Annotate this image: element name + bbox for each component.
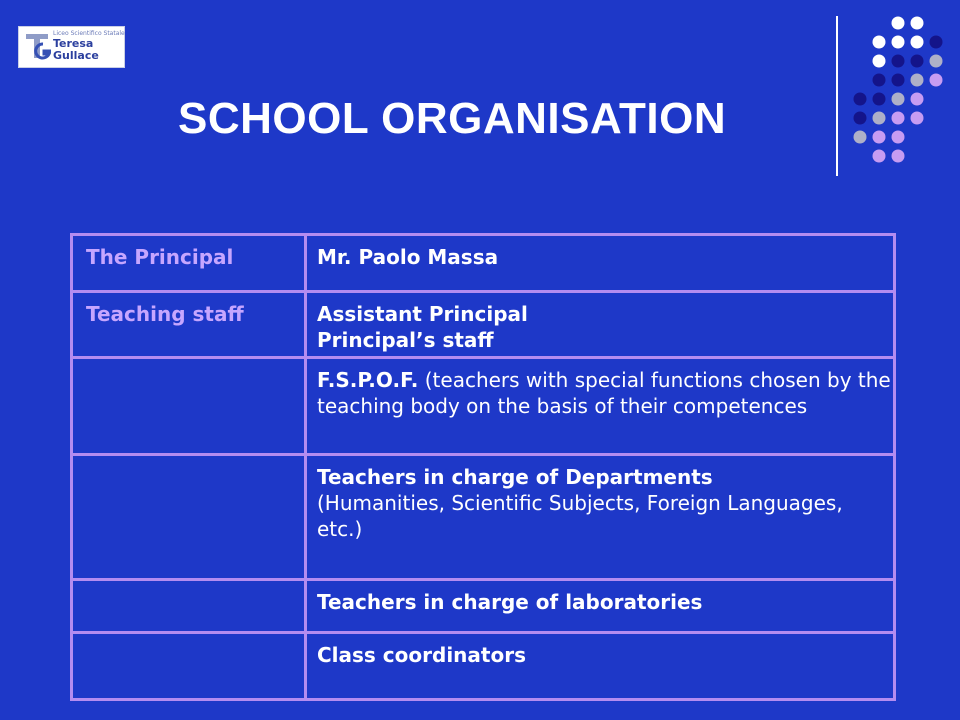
decorative-dot bbox=[873, 131, 886, 144]
decorative-dot bbox=[892, 150, 905, 163]
row-content bbox=[306, 235, 895, 292]
logo-school-name bbox=[53, 38, 99, 62]
logo-name-line1: Teresa bbox=[53, 37, 94, 50]
role-department-heads: Teachers in charge of Departments bbox=[317, 465, 713, 489]
decorative-dot bbox=[892, 93, 905, 106]
decorative-dot bbox=[854, 112, 867, 125]
organisation-table bbox=[70, 233, 896, 701]
table-row bbox=[72, 235, 895, 292]
row-label: Teaching staff bbox=[72, 292, 306, 358]
decorative-dot bbox=[873, 36, 886, 49]
row-label bbox=[72, 455, 306, 580]
row-content bbox=[306, 358, 895, 455]
decorative-dot bbox=[873, 74, 886, 87]
decorative-dot bbox=[930, 74, 943, 87]
row-content bbox=[306, 455, 895, 580]
school-logo bbox=[18, 26, 125, 68]
decorative-dot bbox=[873, 150, 886, 163]
decorative-dot bbox=[892, 112, 905, 125]
decorative-dot bbox=[854, 131, 867, 144]
role-fspof: F.S.P.O.F. bbox=[317, 368, 419, 392]
decorative-dot bbox=[911, 17, 924, 30]
table-row bbox=[72, 455, 895, 580]
role-assistant-principal: Assistant Principal bbox=[317, 302, 528, 326]
principal-name: Mr. Paolo Massa bbox=[317, 245, 499, 269]
decorative-divider bbox=[836, 16, 838, 176]
decorative-dot bbox=[892, 74, 905, 87]
logo-name-line2: Gullace bbox=[53, 49, 99, 62]
row-content bbox=[306, 292, 895, 358]
table-row bbox=[72, 358, 895, 455]
decorative-dot bbox=[873, 93, 886, 106]
role-class-coordinators: Class coordinators bbox=[317, 643, 526, 667]
row-label: The Principal bbox=[72, 235, 306, 292]
decorative-dot bbox=[911, 74, 924, 87]
decorative-dot bbox=[911, 55, 924, 68]
table-row bbox=[72, 292, 895, 358]
decorative-dot bbox=[892, 131, 905, 144]
row-content bbox=[306, 633, 895, 700]
decorative-dot bbox=[911, 36, 924, 49]
school-emblem-icon bbox=[23, 30, 51, 62]
decorative-dot bbox=[892, 55, 905, 68]
row-label bbox=[72, 580, 306, 633]
decorative-dot bbox=[930, 55, 943, 68]
decorative-dot bbox=[930, 36, 943, 49]
decorative-dot-grid bbox=[850, 15, 955, 170]
decorative-dot bbox=[911, 112, 924, 125]
role-department-heads-detail: (Humanities, Scientific Subjects, Foreign Languages, etc.) bbox=[317, 491, 843, 541]
role-fspof-detail: (teachers with special functions chosen by the teaching body on the basis of their competences bbox=[317, 368, 891, 418]
decorative-dot bbox=[892, 36, 905, 49]
role-lab-heads: Teachers in charge of laboratories bbox=[317, 590, 703, 614]
decorative-dot bbox=[854, 93, 867, 106]
row-content bbox=[306, 580, 895, 633]
row-label bbox=[72, 358, 306, 455]
page-title: SCHOOL ORGANISATION bbox=[178, 94, 727, 143]
decorative-dot bbox=[892, 17, 905, 30]
table-row bbox=[72, 580, 895, 633]
decorative-dot bbox=[911, 93, 924, 106]
role-principals-staff: Principal’s staff bbox=[317, 328, 494, 352]
row-label bbox=[72, 633, 306, 700]
decorative-dot bbox=[873, 55, 886, 68]
decorative-dot bbox=[873, 112, 886, 125]
table-row bbox=[72, 633, 895, 700]
logo-subtitle: Liceo Scientifico Statale bbox=[53, 30, 125, 37]
